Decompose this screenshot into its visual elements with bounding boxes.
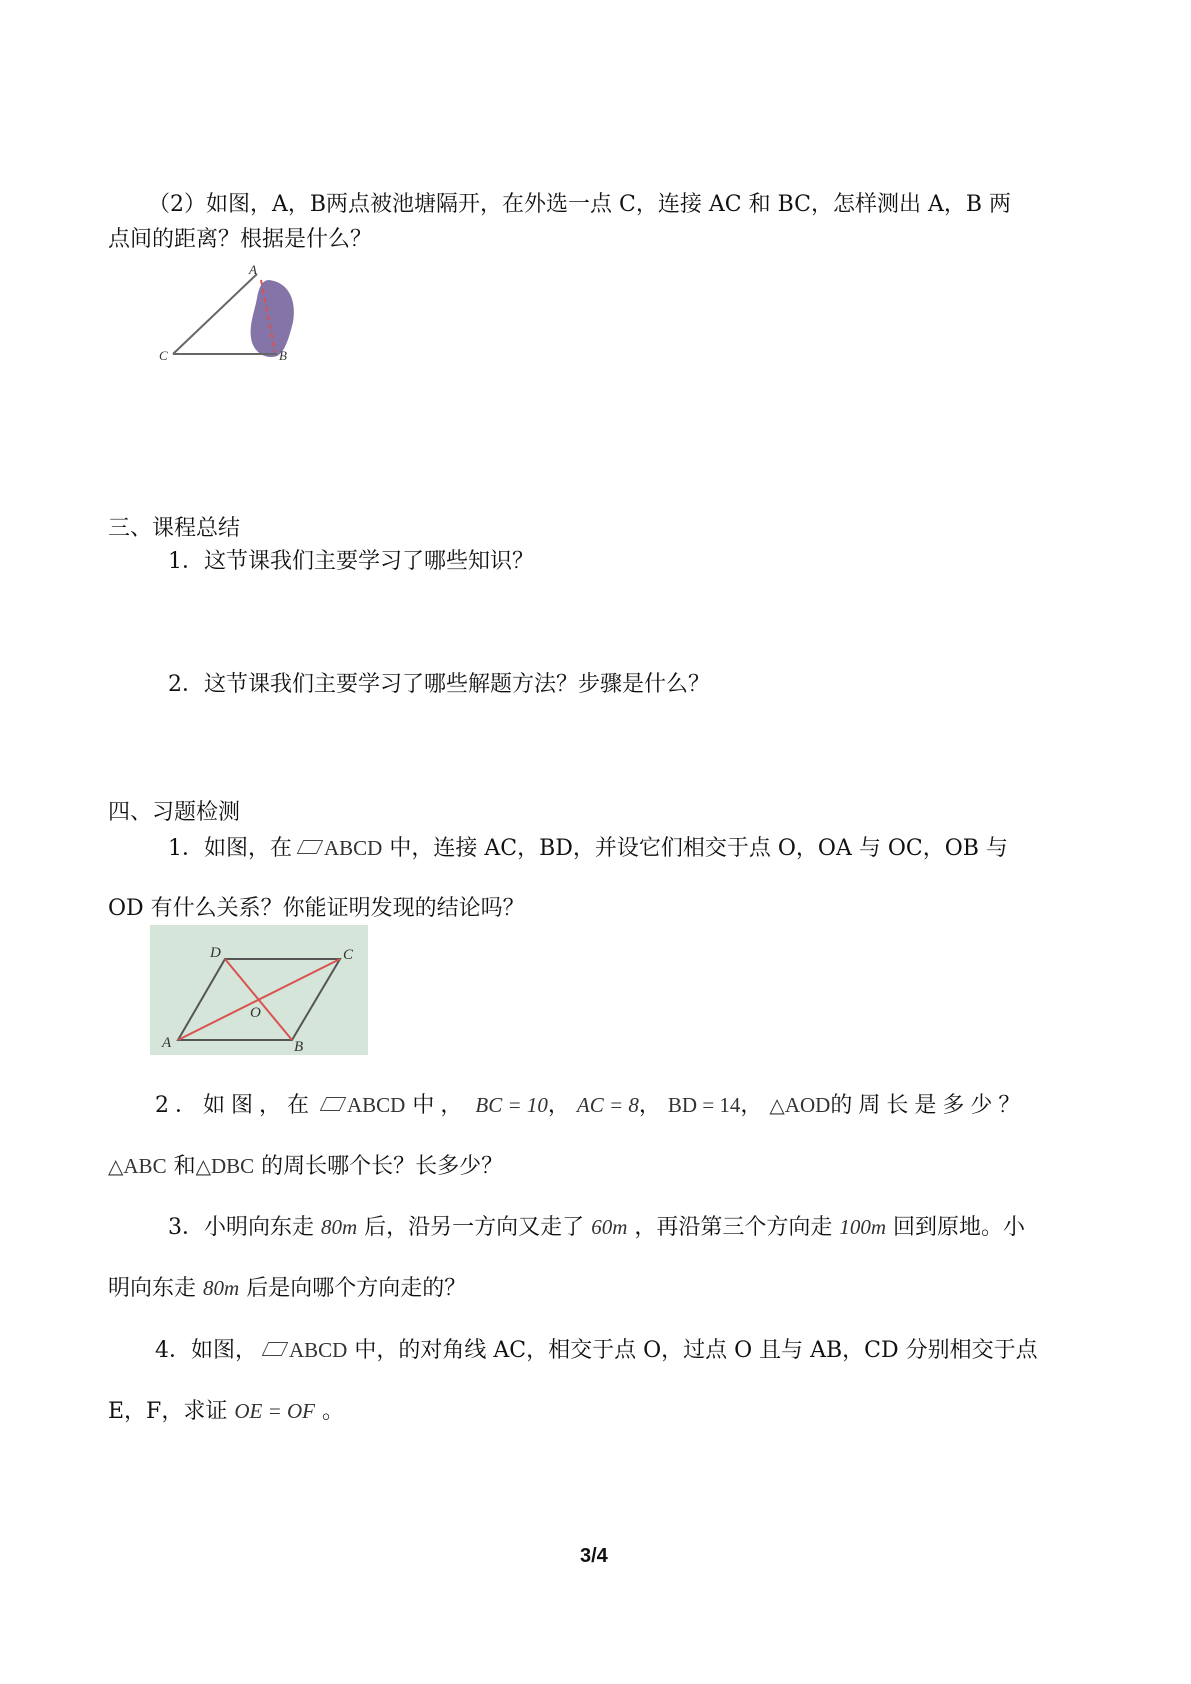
ex2-line2: [108, 1151, 503, 1182]
line-ca: [173, 274, 257, 354]
ex3-text-f: 后是向哪个方向走的？: [246, 1276, 467, 1301]
ex3-line2: [108, 1273, 466, 1304]
ex4-text-a: 4．如图，: [155, 1338, 257, 1363]
summary-heading: 三、课程总结: [108, 516, 241, 541]
ex2-text-c: 的周长是多少？: [830, 1093, 1027, 1118]
label-d: D: [210, 945, 221, 961]
ex4-abcd: ABCD: [289, 1338, 348, 1362]
ex2-text-b: 中，: [412, 1093, 469, 1118]
ex4-text-d: 。: [322, 1399, 345, 1424]
ex2-text-a: 2．如图，在: [155, 1093, 315, 1118]
pond-figure: [159, 262, 325, 388]
ex3-d2: 60m: [591, 1215, 628, 1239]
triangle-icon: △: [769, 1093, 785, 1117]
label-a: A: [249, 262, 257, 277]
ex4-text-c: E，F，求证: [108, 1399, 228, 1424]
triangle-icon: △: [195, 1154, 211, 1178]
ex3-d3: 100m: [839, 1215, 887, 1239]
ex3-text-b: 后，沿另一方向又走了: [364, 1215, 585, 1240]
pond-shape: [251, 280, 294, 357]
ex3-line1: [168, 1212, 1025, 1243]
ex1-line1: [168, 833, 1008, 864]
ex4-line1: [155, 1335, 1038, 1366]
summary-q2: 2．这节课我们主要学习了哪些解题方法？步骤是什么？: [168, 672, 710, 697]
ex1-line2: OD 有什么关系？你能证明发现的结论吗？: [108, 896, 525, 921]
label-c: C: [343, 947, 354, 963]
ex2-dbc: DBC: [210, 1154, 255, 1178]
label-a: A: [162, 1035, 172, 1051]
ex3-d1: 80m: [321, 1215, 358, 1239]
ex2-line1: 2．如图，在 ABCD 中， BC = 10， AC = 8， BD = 14， △AOD的周长是多少？: [155, 1093, 1027, 1118]
ex4-text-b: 中，的对角线 AC，相交于点 O，过点 O 且与 AB，CD 分别相交于点: [354, 1338, 1038, 1363]
summary-q1: 1．这节课我们主要学习了哪些知识？: [168, 549, 534, 574]
ex3-text-d: 回到原地。小: [893, 1215, 1026, 1240]
triangle-icon: △: [108, 1154, 124, 1178]
label-c: C: [159, 348, 168, 363]
ex1-text-b: 中，连接 AC，BD，并设它们相交于点 O，OA 与 OC，OB 与: [389, 836, 1008, 861]
ex3-text-c: ，再沿第三个方向走: [634, 1215, 833, 1240]
figure-background: [150, 925, 368, 1055]
ex2-bc: BC = 10: [475, 1093, 548, 1117]
parallelogram-icon: [297, 840, 324, 854]
exercise-heading: 四、习题检测: [108, 800, 241, 825]
q2-line1: （2）如图，A，B两点被池塘隔开，在外选一点 C，连接 AC 和 BC，怎样测出 A，B 两: [148, 192, 1012, 217]
ex2-text-d: 的周长哪个长？长多少？: [261, 1154, 504, 1179]
ex4-line2: [108, 1396, 344, 1427]
ex1-abcd: ABCD: [324, 836, 383, 860]
ex3-d1-repeat: 80m: [203, 1276, 240, 1300]
ex3-text-e: 明向东走: [108, 1276, 197, 1301]
ex1-text-a: 1．如图，在: [168, 836, 292, 861]
parallelogram-icon: [320, 1097, 347, 1111]
label-b: B: [294, 1039, 304, 1055]
q2-line2: 点间的距离？根据是什么？: [108, 227, 373, 252]
ex2-abcd: ABCD: [347, 1093, 406, 1117]
page-number: 3/4: [580, 1545, 608, 1567]
ex3-text-a: 3．小明向东走: [168, 1215, 314, 1240]
ex4-eq: OE = OF: [234, 1399, 315, 1423]
parallelogram-icon: [262, 1342, 289, 1356]
ex2-aod: AOD: [784, 1093, 831, 1117]
label-o: O: [250, 1005, 261, 1021]
parallelogram-figure: [150, 925, 368, 1055]
ex2-and: 和: [173, 1154, 196, 1179]
ex2-ac: AC = 8: [576, 1093, 639, 1117]
label-b: B: [279, 348, 287, 363]
ex2-abc: ABC: [123, 1154, 167, 1178]
ex2-bd: BD = 14: [667, 1093, 741, 1117]
